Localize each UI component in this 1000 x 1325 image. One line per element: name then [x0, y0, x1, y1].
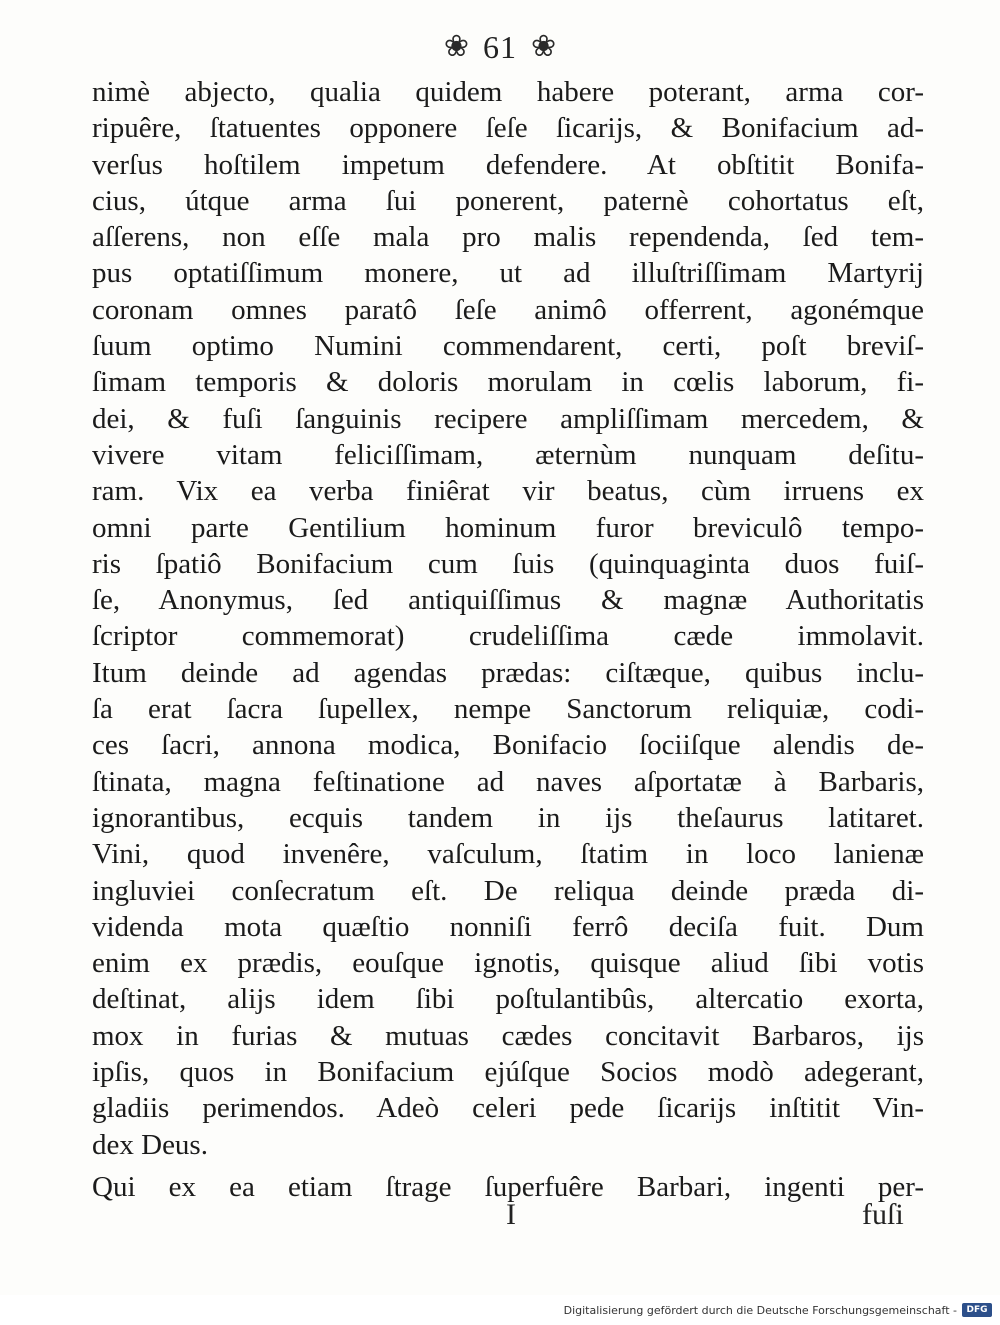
text-line: pus optatiſſimum monere, ut ad illuſtriſſimam Martyrij — [92, 257, 924, 290]
text-line: verſus hoſtilem impetum defendere. At obſtitit Bonifa- — [92, 148, 924, 181]
text-line: ripuêre, ſtatuentes opponere ſeſe ſicarijs, & Bonifacium ad- — [92, 112, 924, 145]
text-line: ſa erat ſacra ſupellex, nempe Sanctorum reliquiæ, codi- — [92, 693, 924, 726]
text-line: nimè abjecto, qualia quidem habere poterant, arma cor- — [92, 76, 924, 108]
page-text — [92, 74, 924, 1205]
text-line: gladiis perimendos. Adeò celeri pede ſicarijs inſtitit Vin- — [92, 1092, 924, 1125]
text-line: ſtinata, magna feſtinatione ad naves aſportatæ à Barbaris, — [92, 765, 924, 798]
page-number: 61 — [483, 29, 517, 65]
text-line: dex Deus. — [92, 1128, 208, 1161]
text-line: ignorantibus, ecquis tandem in ijs theſaurus latitaret. — [92, 801, 924, 834]
text-line: ſimam temporis & doloris morulam in cœlis laborum, fi- — [92, 366, 924, 399]
text-line: ſuum optimo Numini commendarent, certi, poſt breviſ- — [92, 330, 924, 363]
text-line: ſcriptor commemorat) crudeliſſima cæde immolavit. — [92, 620, 924, 653]
text-line: ſe, Anonymus, ſed antiquiſſimus & magnæ Authoritatis — [92, 584, 924, 617]
text-line: ram. Vix ea verba finiêrat vir beatus, cùm irruens ex — [92, 475, 924, 508]
page-header — [0, 22, 1000, 72]
text-line: Vini, quod invenêre, vaſculum, ſtatim in loco lanienæ — [92, 838, 924, 871]
text-line: ris ſpatiô Bonifacium cum ſuis (quinquaginta duos fuiſ- — [92, 547, 924, 580]
flower-ornament-right-icon: ❀ — [531, 29, 557, 64]
text-line: enim ex prædis, eouſque ignotis, quisque aliud ſibi votis — [92, 947, 924, 980]
text-line: cius, útque arma ſui ponerent, paternè cohortatus eſt, — [92, 184, 924, 217]
paragraph-start-line: Qui ex ea etiam ſtrage ſuperfuêre Barbari, ingenti per- — [92, 1170, 924, 1203]
text-line: mox in furias & mutuas cædes concitavit Barbaros, ijs — [92, 1019, 924, 1052]
text-line: ces ſacri, annona modica, Bonifacio ſociiſque alendis de- — [92, 729, 924, 762]
signature-mark: I — [506, 1198, 516, 1231]
digitization-credit-text: Digitalisierung gefördert durch die Deutsche Forschungsgemeinschaft - — [563, 1303, 957, 1317]
text-line: videnda mota quæſtio nonniſi ferrô deciſa fuit. Dum — [92, 910, 924, 943]
digitization-credit-bar — [0, 1295, 1000, 1325]
text-line: Itum deinde ad agendas prædas: ciſtæque, quibus inclu- — [92, 656, 924, 689]
text-line: dei, & fuſi ſanguinis recipere ampliſſimam mercedem, & — [92, 402, 924, 435]
text-line: vivere vitam feliciſſimam, æternùm nunquam deſitu- — [92, 438, 924, 471]
text-line: ipſis, quos in Bonifacium ejúſque Socios modò adegerant, — [92, 1056, 924, 1089]
dfg-logo-icon: DFG — [962, 1303, 992, 1317]
text-line: omni parte Gentilium hominum furor breviculô tempo- — [92, 511, 924, 544]
text-line: coronam omnes paratô ſeſe animô offerrent, agonémque — [92, 293, 924, 326]
text-line: ingluviei conſecratum eſt. De reliqua deinde præda di- — [92, 874, 924, 907]
flower-ornament-left-icon: ❀ — [443, 29, 469, 64]
catchword: fuſi — [862, 1198, 904, 1231]
text-line: aſſerens, non eſſe mala pro malis rependenda, ſed tem- — [92, 221, 924, 254]
text-line: deſtinat, alijs idem ſibi poſtulantibûs, altercatio exorta, — [92, 983, 924, 1016]
